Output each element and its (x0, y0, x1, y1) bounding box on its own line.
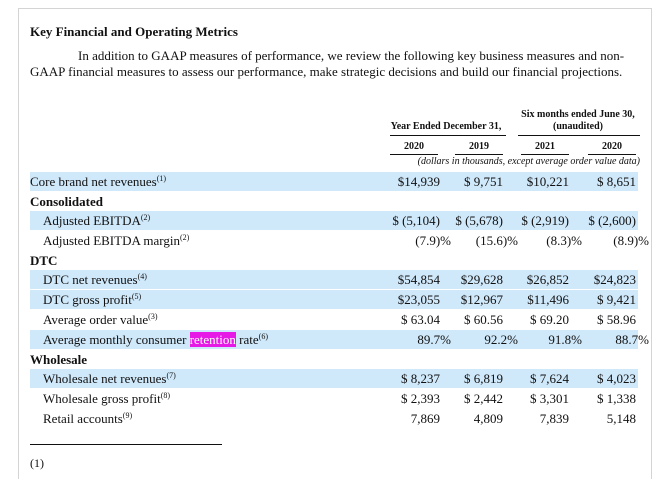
cell-value: $ 2,393 (401, 391, 440, 406)
table-cell (522, 391, 569, 407)
row-label-text: Wholesale net revenues (43, 371, 167, 386)
row-label-text: Consolidated (30, 194, 103, 209)
row-label-text: DTC net revenues (43, 272, 138, 287)
table-cell (456, 213, 503, 229)
cell-value: $ 8,651 (597, 174, 636, 189)
footnote-ref: (5) (131, 292, 142, 301)
row-label (43, 332, 268, 348)
cell-value: (8.3)% (546, 233, 582, 248)
table-cell (589, 312, 636, 328)
table-cell (589, 411, 636, 427)
cell-value: $ 9,421 (597, 292, 636, 307)
footnote-ref: (6) (258, 332, 268, 341)
table-cell (522, 292, 569, 308)
footnote-ref: (3) (148, 312, 158, 321)
cell-value: 91.8% (548, 332, 582, 347)
table-cell (390, 213, 440, 229)
table-cell (589, 213, 636, 229)
row-label (43, 213, 150, 229)
intro-text: In addition to GAAP measures of performance, we review the following key business measures and non-GAAP financial measures to assess our performance, make strategic decisions and build our financial projections. (30, 48, 625, 79)
row-label-text: Retail accounts (43, 411, 123, 426)
year-rule-2 (455, 154, 503, 155)
table-row (30, 251, 638, 270)
table-cell (456, 174, 503, 190)
cell-value: $ (5,104) (392, 213, 440, 228)
header-six-months-line2: (unaudited) (552, 121, 603, 132)
cell-value: $ 58.96 (597, 312, 636, 327)
cell-value: $ 4,023 (597, 371, 636, 386)
cell-value: $12,967 (460, 292, 503, 307)
row-label-text: Wholesale (30, 352, 88, 367)
cell-value: 7,869 (410, 411, 440, 426)
row-label (43, 391, 170, 407)
footnote-ref: (2) (179, 233, 190, 242)
row-label-text: Average monthly consumer (43, 332, 190, 347)
cell-value: $ 69.20 (530, 312, 569, 327)
footnote-ref: (9) (122, 411, 133, 420)
row-label-text: DTC gross profit (43, 292, 132, 307)
table-row (30, 330, 649, 349)
table-row (30, 270, 638, 289)
units-note: (dollars in thousands, except average order value data) (417, 156, 640, 167)
table-cell (474, 332, 518, 348)
table-cell (390, 292, 440, 308)
table-row (30, 369, 638, 388)
section-title: Key Financial and Operating Metrics (30, 24, 238, 39)
table-row (30, 350, 638, 369)
header-annual: Year Ended December 31, (390, 121, 502, 132)
row-label (43, 272, 147, 288)
row-label (30, 174, 166, 190)
table-cell (474, 233, 518, 249)
table-cell (522, 411, 569, 427)
table-cell (390, 411, 440, 427)
cell-value: $ 63.04 (401, 312, 440, 327)
cell-value: 88.7% (615, 332, 649, 347)
table-cell (390, 371, 440, 387)
row-label (43, 371, 176, 387)
cell-value: $14,939 (397, 174, 440, 189)
cell-value: $ 9,751 (464, 174, 503, 189)
table-row (30, 310, 638, 329)
cell-value: $ 8,237 (401, 371, 440, 386)
table-cell (522, 213, 569, 229)
cell-value: $ 60.56 (464, 312, 503, 327)
cell-value: $29,628 (460, 272, 503, 287)
year-col-3: 2021 (535, 141, 555, 152)
cell-value: $24,823 (593, 272, 636, 287)
year-col-1: 2020 (404, 141, 424, 152)
year-col-2: 2019 (469, 141, 489, 152)
year-rule-1 (390, 154, 438, 155)
footnote-ref: (1) (156, 174, 167, 183)
table-cell (522, 272, 569, 288)
table-cell (522, 371, 569, 387)
cell-value: 89.7% (417, 332, 451, 347)
table-cell (589, 272, 636, 288)
table-cell (456, 371, 503, 387)
header-annual-rule (390, 135, 506, 136)
cell-value: $ (2,600) (588, 213, 636, 228)
highlighted-word: retention (189, 332, 236, 347)
cell-value: $10,221 (526, 174, 569, 189)
cell-value: $ (5,678) (455, 213, 503, 228)
table-cell (390, 391, 440, 407)
cell-value: $ 1,338 (597, 391, 636, 406)
cell-value: 4,809 (473, 411, 503, 426)
cell-value: (15.6)% (475, 233, 518, 248)
table-cell (390, 174, 440, 190)
table-row (30, 409, 638, 428)
cell-value: $23,055 (397, 292, 440, 307)
year-col-4: 2020 (602, 141, 622, 152)
footnote-marker: (1) (30, 456, 44, 470)
table-cell (589, 371, 636, 387)
cell-value: $ 3,301 (530, 391, 569, 406)
table-cell (522, 312, 569, 328)
row-label-text: Core brand net revenues (30, 174, 157, 189)
row-label (43, 312, 157, 328)
header-six-months-rule (518, 135, 640, 136)
year-rule-4 (588, 154, 636, 155)
cell-value: (8.9)% (613, 233, 649, 248)
row-label-text: Average order value (43, 312, 149, 327)
cell-value: $26,852 (526, 272, 569, 287)
row-label (43, 233, 189, 249)
table-row (30, 192, 638, 211)
cell-value: 7,839 (539, 411, 569, 426)
cell-value: $ 6,819 (464, 371, 503, 386)
table-cell (456, 292, 503, 308)
footnote-rule (30, 444, 222, 445)
table-cell (414, 233, 451, 249)
section-label (30, 194, 103, 210)
cell-value: $ 2,442 (464, 391, 503, 406)
table-cell (589, 174, 636, 190)
table-row (30, 172, 638, 191)
table-cell (589, 292, 636, 308)
cell-value: $ 7,624 (530, 371, 569, 386)
footnote-ref: (4) (137, 272, 147, 281)
table-cell (612, 332, 649, 348)
table-cell (545, 332, 582, 348)
cell-value: $11,496 (527, 292, 569, 307)
year-rule-3 (521, 154, 569, 155)
row-label-text: Adjusted EBITDA margin (43, 233, 180, 248)
row-label (43, 292, 141, 308)
section-label (30, 352, 87, 368)
footnote-ref: (8) (160, 391, 171, 400)
table-cell (414, 332, 451, 348)
row-label-text: DTC (30, 253, 58, 268)
footnote-ref: (7) (166, 371, 176, 380)
table-cell (612, 233, 649, 249)
table-cell (390, 312, 440, 328)
header-six-months-line1: Six months ended June 30, (521, 109, 635, 120)
table-cell (390, 272, 440, 288)
row-label-text: rate (235, 332, 259, 347)
row-label (43, 411, 132, 427)
cell-value: $54,854 (397, 272, 440, 287)
header-six-months (516, 109, 640, 133)
table-cell (456, 312, 503, 328)
row-label-text: Wholesale gross profit (43, 391, 161, 406)
cell-value: 92.2% (484, 332, 518, 347)
table-cell (589, 391, 636, 407)
table-cell (456, 391, 503, 407)
cell-value: $ (2,919) (521, 213, 569, 228)
table-row (30, 231, 649, 250)
table-cell (545, 233, 582, 249)
table-row (30, 389, 638, 408)
table-row (30, 211, 638, 230)
cell-value: 5,148 (606, 411, 636, 426)
footnote-ref: (2) (140, 213, 151, 222)
section-label (30, 253, 57, 269)
row-label-text: Adjusted EBITDA (43, 213, 141, 228)
table-cell (456, 272, 503, 288)
cell-value: (7.9)% (415, 233, 451, 248)
intro-paragraph (30, 48, 642, 80)
table-cell (456, 411, 503, 427)
table-cell (522, 174, 569, 190)
table-row (30, 290, 638, 309)
